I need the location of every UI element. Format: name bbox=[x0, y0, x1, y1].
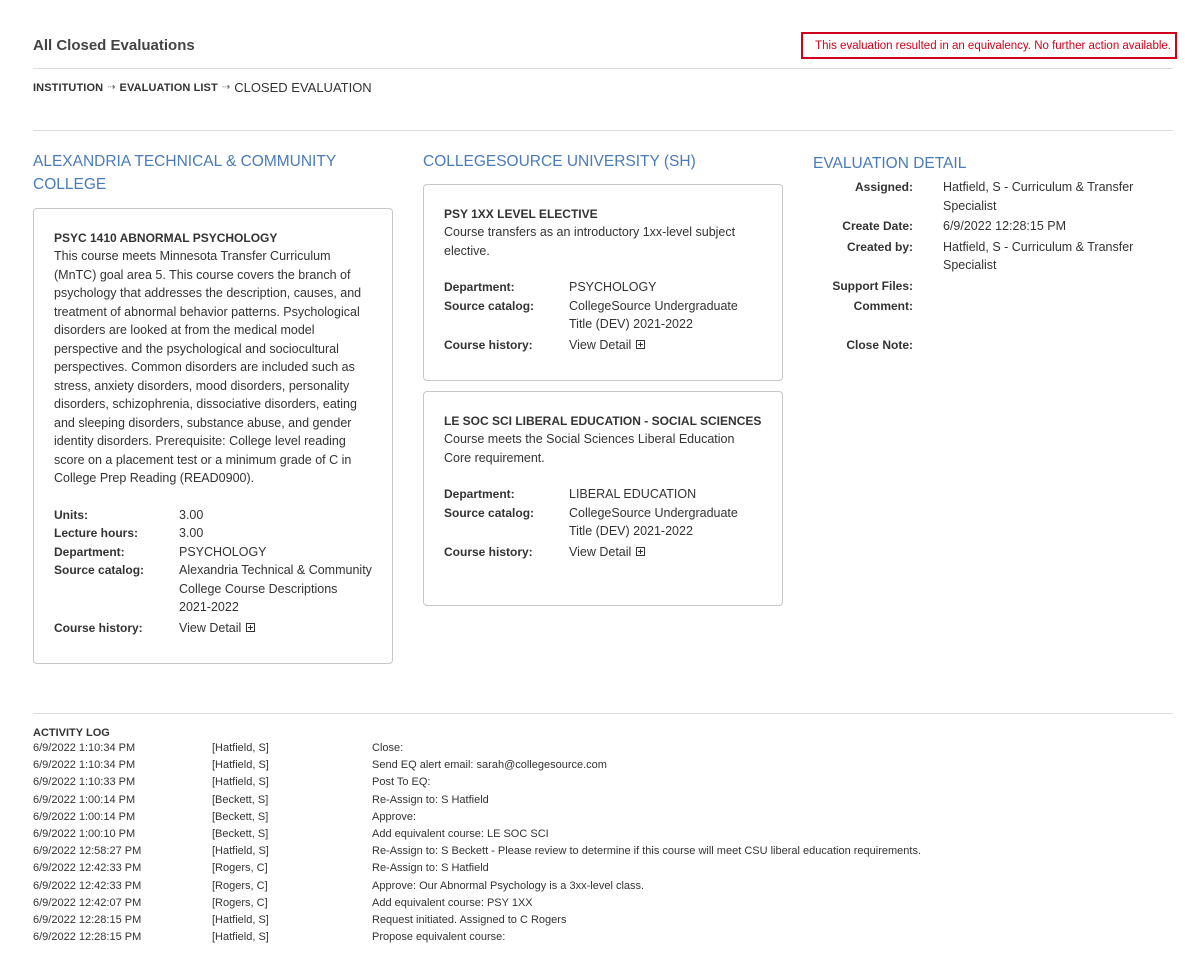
log-action: Post To EQ: bbox=[372, 776, 431, 789]
source-institution-title: ALEXANDRIA TECHNICAL & COMMUNITY COLLEGE bbox=[33, 153, 336, 193]
course-history-value bbox=[569, 543, 762, 562]
source-institution-column bbox=[33, 150, 393, 664]
log-user: [Hatfield, S] bbox=[212, 776, 269, 789]
breadcrumb bbox=[33, 80, 372, 95]
log-user: [Rogers, C] bbox=[212, 896, 268, 909]
target-course-description: Course transfers as an introductory 1xx-level subject elective. bbox=[444, 225, 736, 258]
units-label: Units: bbox=[54, 507, 88, 522]
course-history-label: Course history: bbox=[444, 337, 533, 352]
course-history-label: Course history: bbox=[54, 620, 143, 635]
lecture-hours-label: Lecture hours: bbox=[54, 526, 139, 540]
department-row bbox=[444, 278, 762, 297]
log-entry bbox=[33, 912, 1173, 929]
breadcrumb-arrow-icon: ⇢ bbox=[107, 82, 116, 93]
department-value: PSYCHOLOGY bbox=[179, 544, 267, 559]
breadcrumb-arrow-icon: ⇢ bbox=[221, 82, 231, 93]
department-value: LIBERAL EDUCATION bbox=[569, 487, 697, 501]
source-catalog-value: CollegeSource Undergraduate Title (DEV) 2021-2022 bbox=[569, 298, 738, 331]
assigned-value: Hatfield, S - Curriculum & Transfer Specialist bbox=[943, 180, 1134, 213]
page-title: All Closed Evaluations bbox=[33, 37, 195, 54]
evaluation-detail-title: EVALUATION DETAIL bbox=[813, 155, 967, 172]
close-note-label: Close Note: bbox=[846, 337, 913, 352]
log-timestamp: 6/9/2022 12:42:33 PM bbox=[33, 862, 142, 875]
create-date-value: 6/9/2022 12:28:15 PM bbox=[943, 219, 1067, 233]
source-catalog-row bbox=[444, 297, 762, 334]
course-history-value bbox=[179, 619, 372, 638]
log-user: [Rogers, C] bbox=[212, 879, 268, 892]
created-by-value: Hatfield, S - Curriculum & Transfer Specialist bbox=[943, 239, 1134, 272]
log-entry bbox=[33, 826, 1173, 843]
log-timestamp: 6/9/2022 1:10:34 PM bbox=[33, 742, 136, 754]
department-value: PSYCHOLOGY bbox=[569, 280, 657, 294]
log-timestamp: 6/9/2022 1:00:10 PM bbox=[33, 828, 136, 841]
lecture-hours-value: 3.00 bbox=[179, 526, 204, 540]
evaluation-detail-column bbox=[813, 152, 1173, 356]
source-catalog-label: Source catalog: bbox=[444, 505, 535, 520]
assigned-label: Assigned: bbox=[854, 180, 913, 194]
department-label: Department: bbox=[444, 280, 515, 294]
view-detail-link[interactable] bbox=[569, 543, 645, 562]
log-timestamp: 6/9/2022 12:58:27 PM bbox=[33, 845, 142, 858]
log-user: [Hatfield, S] bbox=[212, 742, 269, 754]
view-detail-label: View Detail bbox=[569, 544, 632, 559]
comment-value bbox=[943, 297, 1143, 316]
support-files-value bbox=[943, 277, 1143, 296]
log-entry bbox=[33, 774, 1173, 791]
log-entry bbox=[33, 757, 1173, 774]
view-detail-label: View Detail bbox=[179, 620, 242, 635]
status-alert: This evaluation resulted in an equivalency. No further action available. bbox=[801, 32, 1177, 59]
divider bbox=[33, 130, 1173, 131]
log-action: Re-Assign to: S Beckett - Please review to determine if this course will meet CSU liberal education requirements. bbox=[372, 845, 922, 858]
units-row bbox=[54, 506, 372, 525]
log-entry bbox=[33, 895, 1173, 912]
log-action: Propose equivalent course: bbox=[372, 931, 506, 944]
assigned-row bbox=[813, 178, 1173, 215]
comment-row bbox=[813, 297, 1173, 316]
log-action: Re-Assign to: S Hatfield bbox=[372, 793, 489, 806]
log-timestamp: 6/9/2022 1:00:14 PM bbox=[33, 810, 136, 823]
target-institution-column bbox=[423, 150, 783, 606]
breadcrumb-evaluation-list-link[interactable]: EVALUATION LIST bbox=[119, 81, 218, 94]
activity-log bbox=[33, 727, 1173, 946]
department-label: Department: bbox=[54, 544, 125, 559]
log-timestamp: 6/9/2022 1:10:34 PM bbox=[33, 759, 136, 772]
course-history-label: Course history: bbox=[444, 544, 533, 559]
log-action: Approve: Our Abnormal Psychology is a 3xx-level class. bbox=[372, 879, 645, 892]
course-history-value bbox=[569, 336, 762, 355]
created-by-row bbox=[813, 238, 1173, 275]
log-action: Send EQ alert email: sarah@collegesource.com bbox=[372, 759, 607, 772]
breadcrumb-current: CLOSED EVALUATION bbox=[234, 80, 372, 95]
log-user: [Hatfield, S] bbox=[212, 845, 269, 858]
log-action: Add equivalent course: LE SOC SCI bbox=[372, 828, 549, 841]
course-history-row bbox=[54, 619, 372, 638]
breadcrumb-institution-link[interactable]: INSTITUTION bbox=[33, 81, 104, 94]
log-timestamp: 6/9/2022 1:10:33 PM bbox=[33, 776, 136, 789]
course-history-row bbox=[444, 543, 762, 562]
comment-label: Comment: bbox=[853, 299, 913, 313]
create-date-row bbox=[813, 217, 1173, 236]
expand-plus-icon[interactable] bbox=[636, 340, 645, 349]
divider bbox=[33, 713, 1173, 714]
log-timestamp: 6/9/2022 1:00:14 PM bbox=[33, 793, 136, 806]
log-entry bbox=[33, 878, 1173, 895]
target-course-card bbox=[423, 184, 783, 381]
expand-plus-icon[interactable] bbox=[246, 623, 255, 632]
source-course-title: PSYC 1410 ABNORMAL PSYCHOLOGY bbox=[54, 231, 278, 245]
target-course-card bbox=[423, 391, 783, 606]
lecture-hours-row bbox=[54, 524, 372, 543]
created-by-label: Created by: bbox=[846, 239, 913, 254]
activity-log-title: ACTIVITY LOG bbox=[33, 727, 110, 739]
log-entry bbox=[33, 740, 1173, 757]
support-files-label: Support Files: bbox=[832, 278, 913, 293]
log-entry bbox=[33, 843, 1173, 860]
log-action: Add equivalent course: PSY 1XX bbox=[372, 896, 533, 909]
course-history-row bbox=[444, 336, 762, 355]
source-catalog-value: CollegeSource Undergraduate Title (DEV) 2021-2022 bbox=[569, 505, 738, 538]
log-timestamp: 6/9/2022 12:42:07 PM bbox=[33, 896, 142, 909]
close-note-value bbox=[943, 336, 1143, 355]
target-course-title: PSY 1XX LEVEL ELECTIVE bbox=[444, 207, 598, 221]
page-header bbox=[33, 35, 1173, 69]
view-detail-link[interactable] bbox=[179, 619, 255, 638]
source-catalog-row bbox=[54, 561, 372, 617]
log-entry bbox=[33, 929, 1173, 946]
department-row bbox=[54, 543, 372, 562]
source-catalog-value: Alexandria Technical & Community College Course Descriptions 2021-2022 bbox=[179, 563, 372, 614]
log-user: [Beckett, S] bbox=[212, 810, 269, 823]
log-entry bbox=[33, 792, 1173, 809]
log-action: Close: bbox=[372, 742, 404, 754]
log-action: Request initiated. Assigned to C Rogers bbox=[372, 914, 567, 927]
log-timestamp: 6/9/2022 12:28:15 PM bbox=[33, 914, 142, 927]
department-label: Department: bbox=[444, 487, 515, 501]
log-entry bbox=[33, 809, 1173, 826]
target-course-title: LE SOC SCI LIBERAL EDUCATION - SOCIAL SCIENCES bbox=[444, 414, 762, 428]
log-timestamp: 6/9/2022 12:28:15 PM bbox=[33, 931, 142, 944]
activity-log-list bbox=[33, 740, 1173, 946]
log-action: Approve: bbox=[372, 810, 417, 823]
log-user: [Rogers, C] bbox=[212, 862, 268, 875]
log-timestamp: 6/9/2022 12:42:33 PM bbox=[33, 879, 142, 892]
view-detail-link[interactable] bbox=[569, 336, 645, 355]
source-catalog-label: Source catalog: bbox=[444, 298, 535, 313]
log-entry bbox=[33, 860, 1173, 877]
source-catalog-label: Source catalog: bbox=[54, 563, 145, 577]
units-value: 3.00 bbox=[179, 507, 204, 522]
log-user: [Beckett, S] bbox=[212, 793, 269, 806]
close-note-row bbox=[813, 336, 1173, 355]
log-user: [Beckett, S] bbox=[212, 828, 269, 841]
log-user: [Hatfield, S] bbox=[212, 759, 269, 772]
source-course-description: This course meets Minnesota Transfer Curriculum (MnTC) goal area 5. This course covers the branch of psychology that addresses the description, causes, and treatment of abnormal behavior patterns. Psychological disorders are looked at from the medical model perspective and the psychological and sociocultural perspectives. Common disorders are included such as stress, anxiety disorders, mood disorders, personality disorders, schizophrenia, dissociative disorders, eating and sleeping disorders, substance abuse, and gender identity disorders. Prerequisite: College level reading score on a placement test or a minimum grade of C in College Prep Reading (READ0900). bbox=[54, 249, 362, 485]
create-date-label: Create Date: bbox=[842, 219, 913, 233]
expand-plus-icon[interactable] bbox=[636, 547, 645, 556]
target-institution-title: COLLEGESOURCE UNIVERSITY (SH) bbox=[423, 153, 696, 170]
target-course-description: Course meets the Social Sciences Liberal Education Core requirement. bbox=[444, 432, 735, 465]
view-detail-label: View Detail bbox=[569, 337, 632, 352]
log-user: [Hatfield, S] bbox=[212, 931, 269, 944]
support-files-row bbox=[813, 277, 1173, 296]
department-row bbox=[444, 485, 762, 504]
log-action: Re-Assign to: S Hatfield bbox=[372, 862, 489, 875]
source-course-card bbox=[33, 208, 393, 664]
source-catalog-row bbox=[444, 504, 762, 541]
log-user: [Hatfield, S] bbox=[212, 914, 269, 927]
